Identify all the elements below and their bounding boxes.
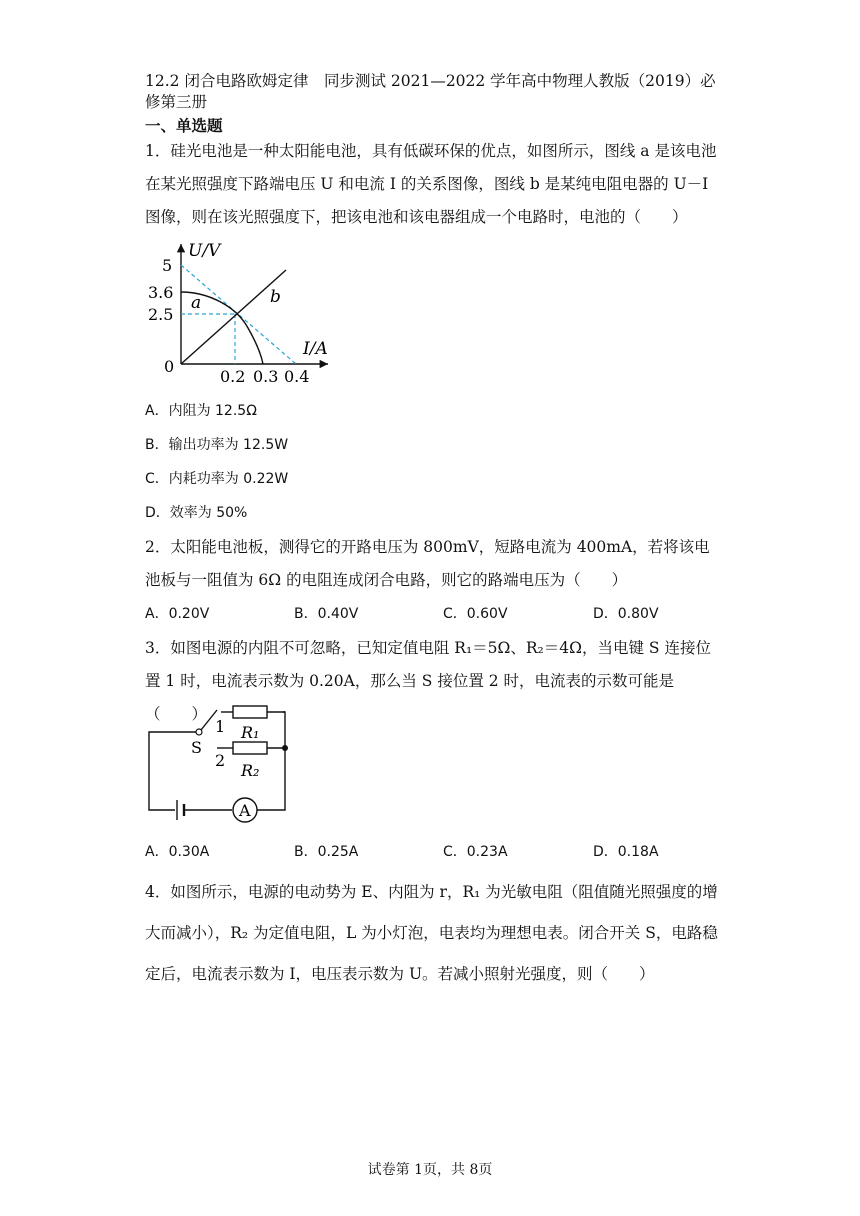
x-tick-0.3: 0.3 [253, 367, 279, 386]
circuit-wire-left [149, 732, 197, 810]
q3-option-c: C．0.23A [443, 844, 508, 860]
question-2-text: 2．太阳能电池板，测得它的开路电压为 800mV，短路电流为 400mA，若将该电池板与一阻值为 6Ω 的电阻连成闭合电路，则它的路端电压为（ ） [145, 538, 710, 589]
curve-a-label: a [191, 293, 202, 313]
page-footer: 试卷第 1页，共 8页 [367, 1162, 493, 1178]
section-heading: 一、单选题 [145, 117, 223, 135]
switch-label: S [191, 738, 202, 757]
circuit-wire-right [257, 712, 285, 810]
r2-resistor [233, 742, 267, 754]
y-tick-2.5: 2.5 [148, 305, 174, 324]
q1-ui-graph [148, 236, 348, 386]
q1-option-c: C．内耗功率为 0.22W [145, 471, 289, 487]
junction-dot [282, 745, 288, 751]
question-1-text: 1．硅光电池是一种太阳能电池，具有低碳环保的优点，如图所示，图线 a 是该电池在某光照强度下路端电压 U 和电流 I 的关系图像，图线 b 是某纯电阻电器的 U－I 图像，则在该光照强度下，把该电池和该电器组成一个电路时，电池的（ ） [145, 142, 717, 226]
q3-option-d: D．0.18A [593, 844, 659, 860]
x-tick-0.2: 0.2 [220, 367, 246, 386]
q3-circuit-diagram [145, 700, 295, 830]
q1-option-a: A．内阻为 12.5Ω [145, 403, 257, 419]
pos1-label: 1 [215, 717, 226, 736]
q2-option-c: C．0.60V [443, 606, 508, 622]
pos2-label: 2 [215, 751, 226, 770]
y-tick-3.6: 3.6 [148, 283, 174, 302]
q3-option-b: B．0.25A [294, 844, 359, 860]
q2-option-a: A．0.20V [145, 606, 210, 622]
question-4-text: 4．如图所示，电源的电动势为 E、内阻为 r，R₁ 为光敏电阻（阻值随光照强度的增大而减小），R₂ 为定值电阻，L 为小灯泡，电表均为理想电表。闭合开关 S，电路稳定后，电流表示数为 I，电压表示数为 U。若减小照射光强度，则（ ） [145, 883, 718, 983]
line-b-label: b [270, 287, 281, 307]
ammeter-label: A [239, 801, 251, 820]
q3-option-a: A．0.30A [145, 844, 210, 860]
r1-label: R₁ [241, 723, 260, 742]
x-axis-label: I/A [303, 339, 328, 359]
q2-option-d: D．0.80V [593, 606, 659, 622]
r2-label: R₂ [241, 761, 260, 780]
r1-resistor [233, 706, 267, 718]
q1-option-b: B．输出功率为 12.5W [145, 437, 289, 453]
y-tick-5: 5 [162, 256, 173, 275]
question-3-text: 3．如图电源的内阻不可忽略，已知定值电阻 R₁＝5Ω、R₂＝4Ω，当电键 S 连接位置 1 时，电流表示数为 0.20A，那么当 S 接位置 2 时，电流表的示数可能是（ ） [145, 639, 711, 723]
y-axis-label: U/V [188, 241, 221, 261]
page-title: 12.2 闭合电路欧姆定律 同步测试 2021—2022 学年高中物理人教版（2019）必修第三册 [145, 72, 716, 111]
origin-label: 0 [164, 357, 175, 376]
q1-option-d: D．效率为 50% [145, 505, 248, 521]
q2-option-b: B．0.40V [294, 606, 359, 622]
line-b [181, 270, 286, 364]
x-tick-0.4: 0.4 [284, 367, 310, 386]
